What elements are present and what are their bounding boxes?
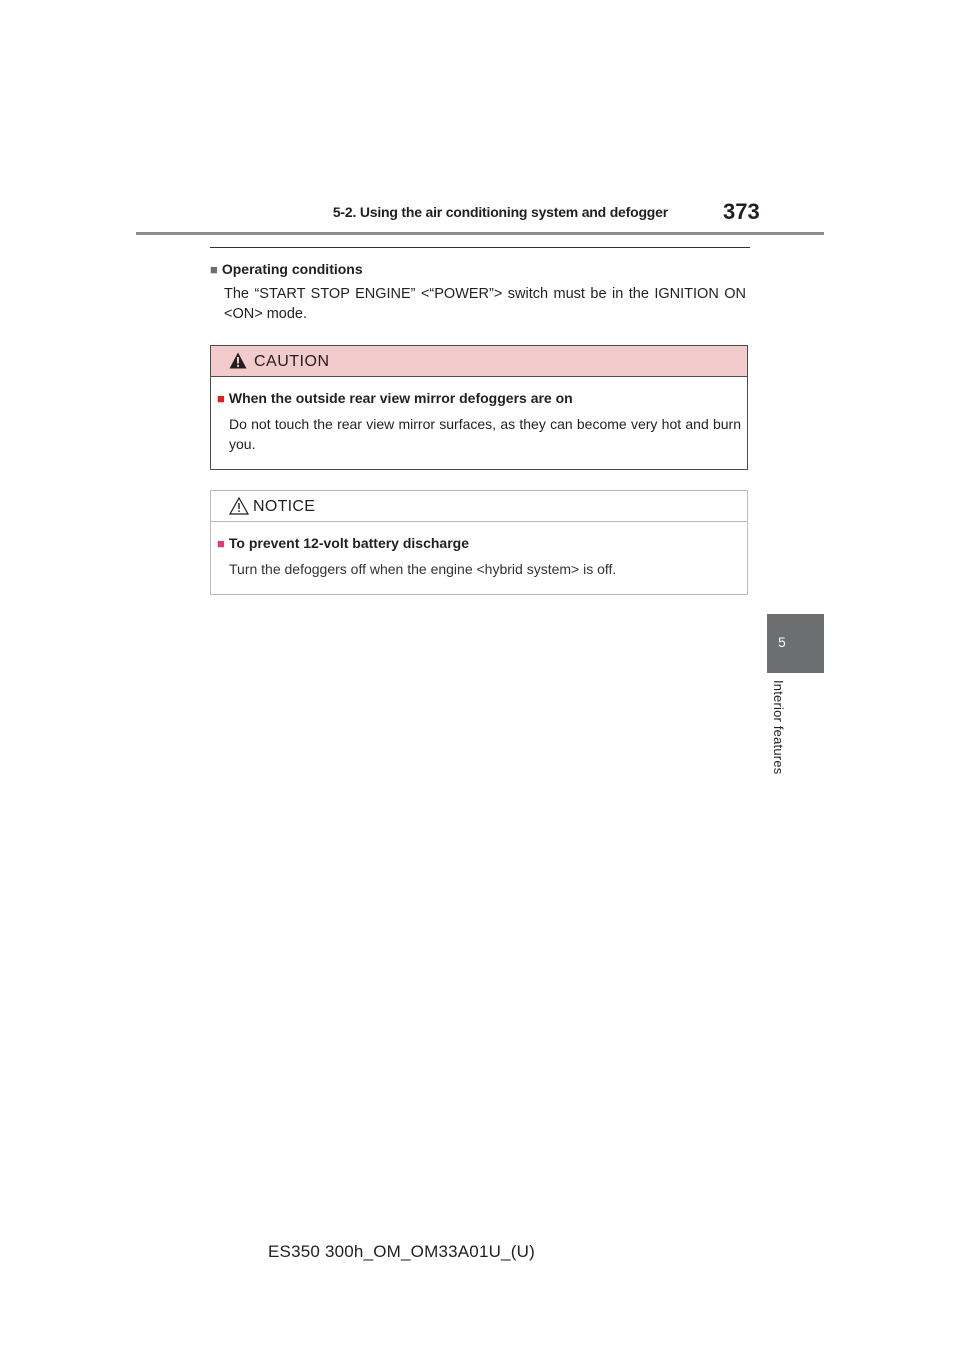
heading-text: When the outside rear view mirror defoggers are on [228, 390, 573, 406]
notice-body: Turn the defoggers off when the engine <hybrid system> is off. [229, 561, 617, 577]
caution-body: Do not touch the rear view mirror surfaces, as they can become very hot and burn you. [229, 416, 741, 452]
notice-heading [217, 535, 469, 551]
notice-box [210, 490, 748, 595]
header-divider [136, 232, 824, 235]
square-bullet-icon: ■ [217, 536, 225, 551]
chapter-title: Interior features [771, 680, 786, 775]
square-bullet-icon: ■ [210, 262, 218, 277]
heading-text: Operating conditions [221, 261, 363, 277]
warning-triangle-outline-icon [229, 497, 249, 515]
caution-label: CAUTION [254, 353, 330, 370]
page-number: 373 [723, 199, 760, 224]
manual-code: ES350 300h_OM_OM33A01U_(U) [268, 1242, 535, 1261]
notice-header [211, 491, 747, 522]
square-bullet-icon: ■ [217, 391, 225, 406]
caution-heading [217, 390, 573, 406]
operating-conditions-body: The “START STOP ENGINE” <“POWER”> switch must be in the IGNITION ON <ON> mode. [224, 286, 746, 322]
caution-box [210, 345, 748, 470]
section-title: 5-2. Using the air conditioning system and defogger [332, 204, 668, 220]
chapter-number: 5 [778, 634, 786, 650]
caution-header [211, 346, 747, 377]
warning-triangle-filled-icon [229, 352, 247, 369]
chapter-tab [767, 614, 824, 673]
notice-label: NOTICE [253, 498, 316, 515]
heading-text: To prevent 12-volt battery discharge [228, 535, 469, 551]
section-divider [210, 247, 750, 248]
operating-conditions-heading [210, 261, 363, 277]
